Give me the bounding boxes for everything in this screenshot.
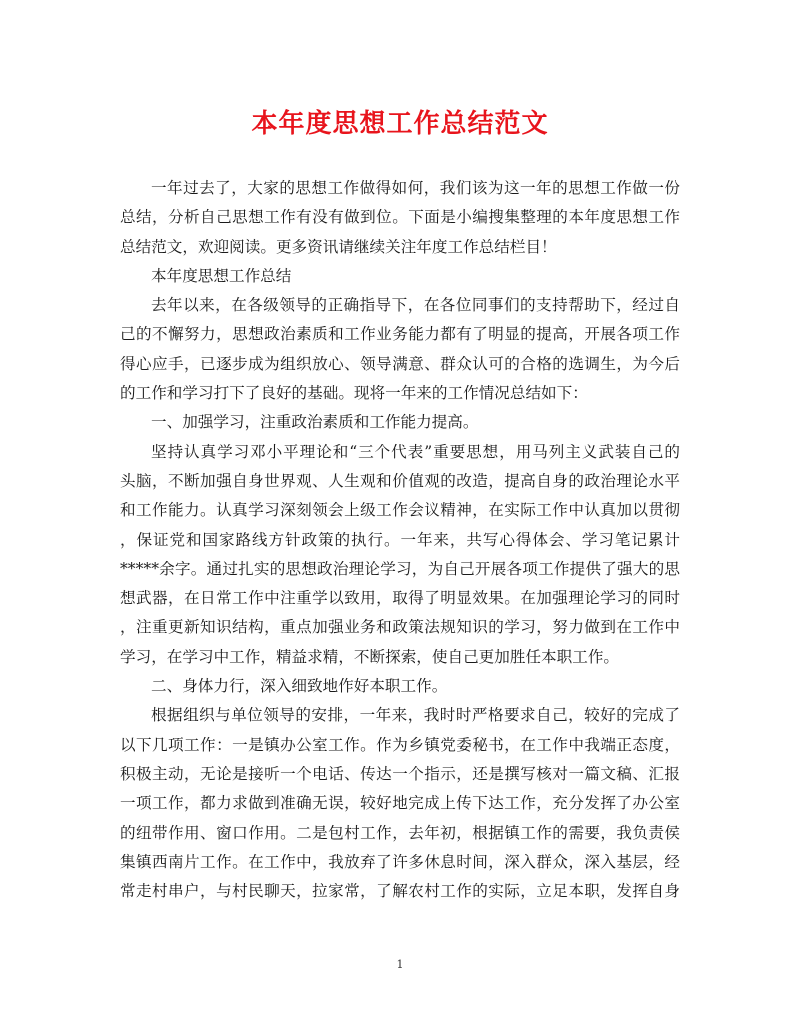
body-line: 坚持认真学习邓小平理论和“三个代表”重要思想，用马列主义武装自己的 (151, 442, 680, 461)
body-line: 根据组织与单位领导的安排，一年来，我时时严格要求自己，较好的完成了 (151, 706, 680, 725)
body-line: 积极主动，无论是接听一个电话、传达一个指示，还是撰写核对一篇文稿、汇报 (120, 764, 680, 783)
body-line: 学习，在学习中工作，精益求精，不断探索，使自己更加胜任本职工作。 (120, 647, 620, 666)
body-line: 的纽带作用、窗口作用。二是包村工作，去年初，根据镇工作的需要，我负责侯 (120, 823, 680, 842)
body-line: 的工作和学习打下了良好的基础。现将一年来的工作情况总结如下： (120, 384, 588, 403)
body-line: 集镇西南片工作。在工作中，我放弃了许多休息时间，深入群众，深入基层，经 (120, 852, 680, 871)
body-line: *****余字。通过扎实的思想政治理论学习，为自己开展各项工作提供了强大的思 (120, 559, 680, 578)
section-heading: 一、加强学习，注重政治素质和工作能力提高。 (151, 413, 479, 432)
body-line: 一项工作，都力求做到准确无误，较好地完成上传下达工作，充分发挥了办公室 (120, 794, 680, 813)
page-number: 1 (396, 958, 404, 971)
body-line: 总结范文，欢迎阅读。更多资讯请继续关注年度工作总结栏目！ (120, 237, 557, 256)
body-line: 想武器，在日常工作中注重学以致用，取得了明显效果。在加强理论学习的同时 (120, 589, 680, 608)
document-body (120, 174, 680, 906)
body-line: 和工作能力。认真学习深刻领会上级工作会议精神，在实际工作中认真加以贯彻 (120, 501, 680, 520)
body-line: ，保证党和国家路线方针政策的执行。一年来，共写心得体会、学习笔记累计 (120, 530, 680, 549)
body-line: 一年过去了，大家的思想工作做得如何，我们该为这一年的思想工作做一份 (151, 179, 680, 197)
body-line: 头脑，不断加强自身世界观、人生观和价值观的改造，提高自身的政治理论水平 (120, 471, 680, 490)
body-line: 常走村串户，与村民聊天，拉家常，了解农村工作的实际，立足本职，发挥自身 (120, 882, 680, 901)
section-heading: 本年度思想工作总结 (151, 266, 292, 285)
document-title: 本年度思想工作总结范文 (251, 109, 549, 139)
body-line: 去年以来，在各级领导的正确指导下，在各位同事们的支持帮助下，经过自 (151, 296, 680, 315)
body-line: ，注重更新知识结构，重点加强业务和政策法规知识的学习，努力做到在工作中 (120, 618, 680, 637)
body-line: 以下几项工作：一是镇办公室工作。作为乡镇党委秘书，在工作中我端正态度， (120, 735, 680, 754)
body-line: 总结，分析自己思想工作有没有做到位。下面是小编搜集整理的本年度思想工作 (120, 208, 680, 227)
section-heading: 二、身体力行，深入细致地作好本职工作。 (151, 677, 448, 696)
body-line: 己的不懈努力，思想政治素质和工作业务能力都有了明显的提高，开展各项工作 (120, 325, 680, 344)
body-line: 得心应手，已逐步成为组织放心、领导满意、群众认可的合格的选调生，为今后 (120, 354, 680, 373)
